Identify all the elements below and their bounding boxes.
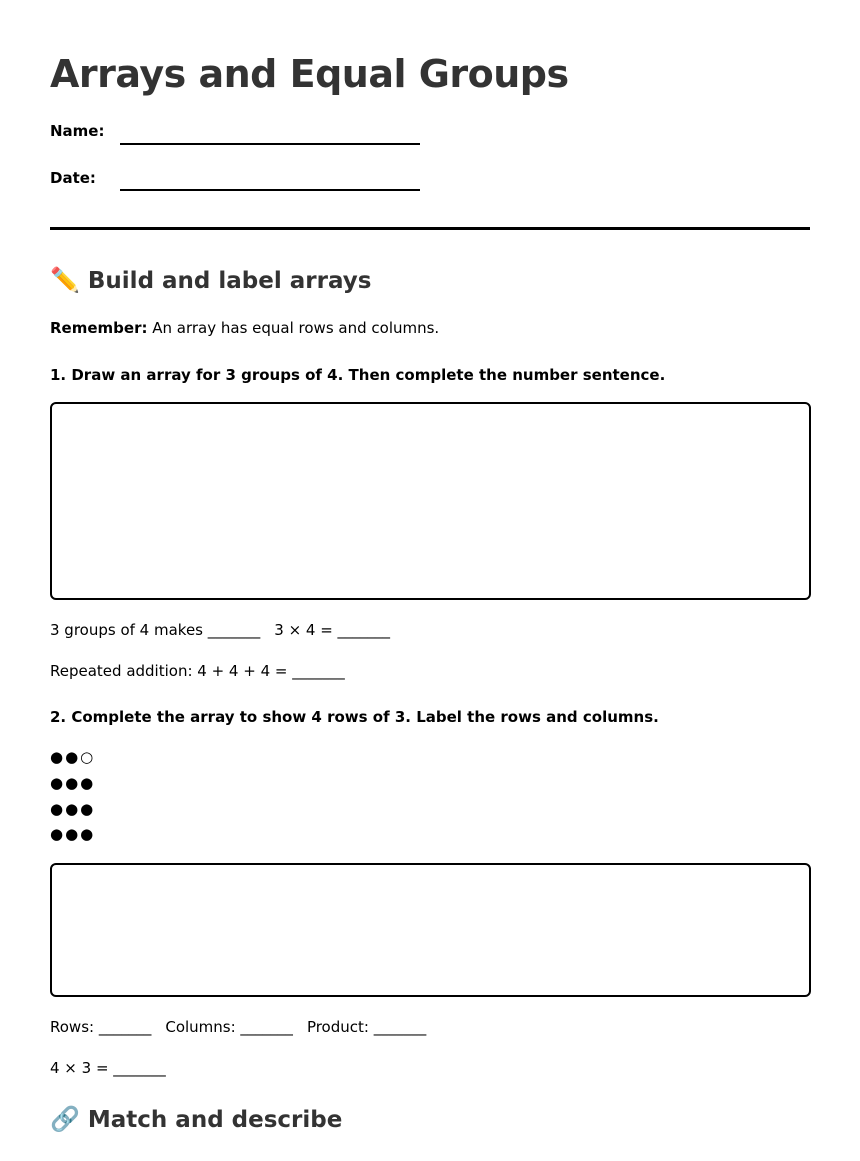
section-title-text: Build and label arrays	[87, 268, 372, 294]
product-blank[interactable]: Product: _______	[306, 1018, 427, 1036]
array-row-2: ●●●	[50, 774, 96, 792]
groups-makes-blank[interactable]: 3 groups of 4 makes _______	[50, 621, 261, 639]
question-1-sentence	[50, 621, 390, 639]
remember-text: An array has equal rows and columns.	[147, 319, 440, 337]
section-title-text: Match and describe	[87, 1107, 343, 1133]
array-row-3: ●●●	[50, 800, 96, 818]
question-1-prompt: 1. Draw an array for 3 groups of 4. Then complete the number sentence.	[50, 366, 666, 384]
question-2-prompt: 2. Complete the array to show 4 rows of 3. Label the rows and columns.	[50, 708, 659, 726]
name-label: Name:	[50, 122, 105, 140]
remember-label: Remember:	[50, 319, 148, 337]
date-field[interactable]	[120, 189, 420, 191]
question-2-labels	[50, 1018, 426, 1036]
columns-blank[interactable]: Columns: _______	[165, 1018, 293, 1036]
multiplication-blank[interactable]: 3 × 4 = _______	[274, 621, 391, 639]
array-row-4: ●●●	[50, 825, 96, 843]
date-label: Date:	[50, 169, 96, 187]
array-row-1: ●●○	[50, 748, 96, 766]
link-icon: 🔗	[50, 1105, 80, 1133]
header-divider	[50, 227, 810, 230]
name-field[interactable]	[120, 143, 420, 145]
remember-note	[50, 319, 439, 337]
question-2-label-box[interactable]	[50, 863, 811, 997]
repeated-addition-blank[interactable]: Repeated addition: 4 + 4 + 4 = _______	[50, 662, 345, 680]
pencil-icon: ✏️	[50, 266, 80, 294]
section-match-describe-title	[50, 1105, 342, 1133]
question-2-equation-blank[interactable]: 4 × 3 = _______	[50, 1059, 166, 1077]
question-1-drawing-box[interactable]	[50, 402, 811, 600]
rows-blank[interactable]: Rows: _______	[50, 1018, 152, 1036]
page-title: Arrays and Equal Groups	[50, 52, 569, 96]
section-build-arrays-title	[50, 266, 371, 294]
